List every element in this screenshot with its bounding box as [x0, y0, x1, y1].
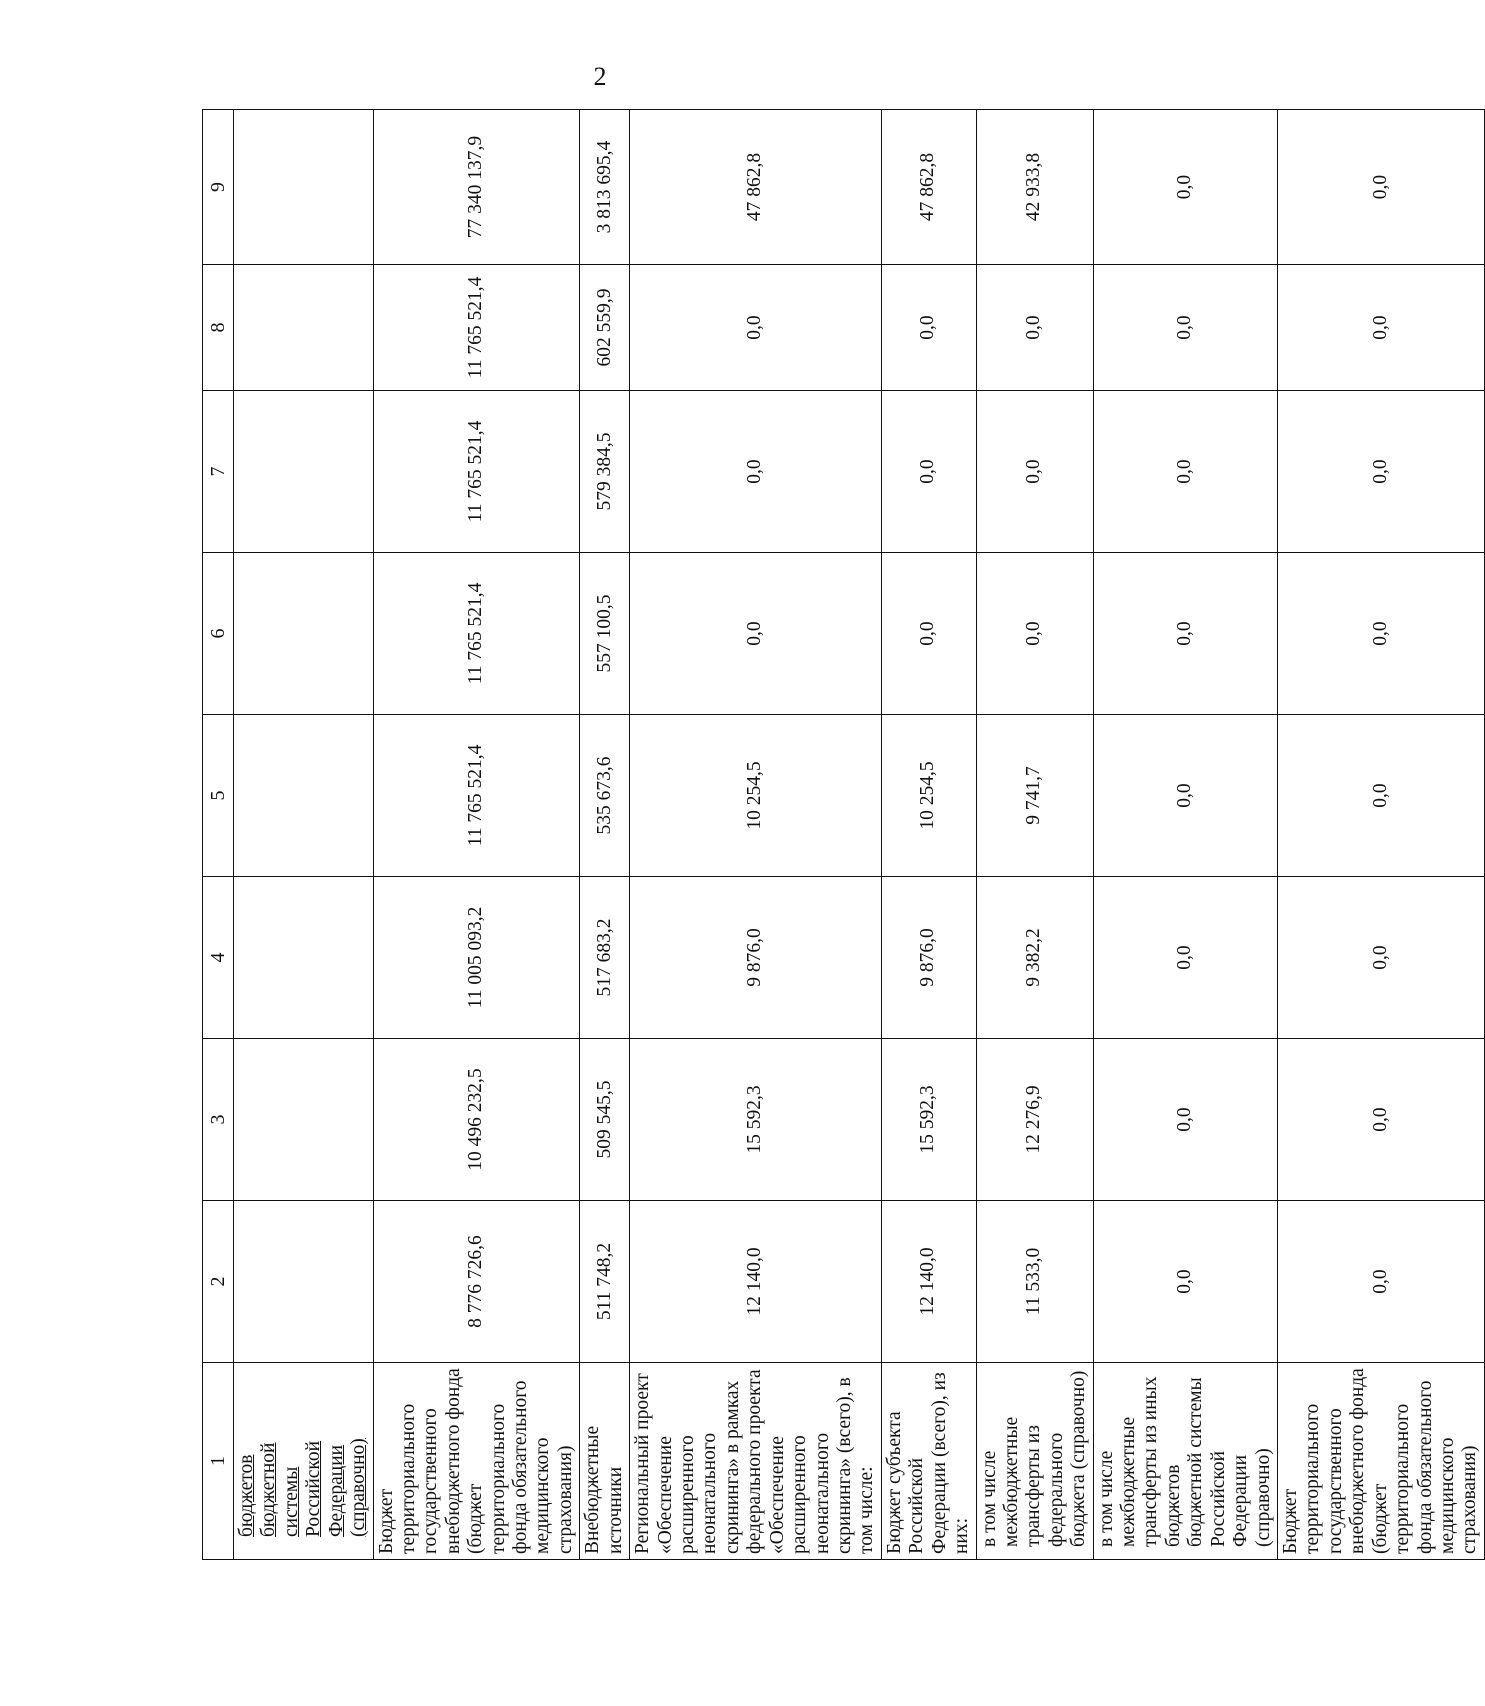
table-cell: 10 254,5	[630, 715, 882, 877]
column-header: 5	[203, 715, 234, 877]
table-cell: 0,0	[1093, 110, 1277, 265]
column-header: 7	[203, 391, 234, 553]
column-header: 9	[203, 110, 234, 265]
table-cell: 11 533,0	[976, 1201, 1093, 1363]
table-row	[976, 110, 1093, 1560]
table-cell: 12 140,0	[881, 1201, 976, 1363]
table-cell: 3 813 695,4	[580, 110, 630, 265]
table-cell: 557 100,5	[580, 553, 630, 715]
table-cell	[234, 391, 374, 553]
table-cell: 517 683,2	[580, 877, 630, 1039]
row-label: бюджетов бюджетной системы Российской Федерации (справочно)	[234, 1363, 374, 1560]
table-cell: 9 741,7	[976, 715, 1093, 877]
table-cell: 0,0	[1277, 265, 1484, 391]
table-cell: 511 748,2	[580, 1201, 630, 1363]
table-cell: 0,0	[630, 265, 882, 391]
table-cell	[234, 265, 374, 391]
table-cell: 0,0	[1277, 877, 1484, 1039]
header-row	[203, 110, 234, 1560]
row-label: Внебюджетные источники	[580, 1363, 630, 1560]
table-cell: 0,0	[1093, 715, 1277, 877]
column-header: 1	[203, 1363, 234, 1560]
table-row	[580, 110, 630, 1560]
table-cell: 11 765 521,4	[373, 553, 580, 715]
table-cell: 602 559,9	[580, 265, 630, 391]
table-cell: 535 673,6	[580, 715, 630, 877]
table-cell: 0,0	[1093, 1201, 1277, 1363]
table-row	[1093, 110, 1277, 1560]
column-header: 6	[203, 553, 234, 715]
table-cell: 0,0	[1277, 1039, 1484, 1201]
table-cell: 0,0	[1277, 715, 1484, 877]
table-cell: 77 340 137,9	[373, 110, 580, 265]
row-label: в том числе межбюджетные трансферты из иных бюджетов бюджетной системы Российской Федерации (справочно)	[1093, 1363, 1277, 1560]
table-cell: 12 140,0	[630, 1201, 882, 1363]
row-label: Бюджет территориального государственного внебюджетного фонда (бюджет территориального фонда обязательного медицинского страхования)	[1277, 1363, 1484, 1560]
column-header: 4	[203, 877, 234, 1039]
table-row	[234, 110, 374, 1560]
table-cell: 0,0	[1093, 553, 1277, 715]
table-cell: 11 765 521,4	[373, 391, 580, 553]
row-label: Региональный проект «Обеспечение расширенного неонатального скрининга» в рамках федерального проекта «Обеспечение расширенного неонатального скрининга» (всего), в том числе:	[630, 1363, 882, 1560]
table-cell: 0,0	[1093, 391, 1277, 553]
row-label: Бюджет субъекта Российской Федерации (всего), из них:	[881, 1363, 976, 1560]
table-cell	[234, 715, 374, 877]
table-cell: 0,0	[1093, 877, 1277, 1039]
column-header: 2	[203, 1201, 234, 1363]
column-header: 3	[203, 1039, 234, 1201]
table-cell: 0,0	[881, 391, 976, 553]
table-cell: 12 276,9	[976, 1039, 1093, 1201]
table-cell: 0,0	[881, 553, 976, 715]
table-cell: 11 765 521,4	[373, 265, 580, 391]
budget-table	[202, 109, 1485, 1560]
table-cell: 0,0	[881, 265, 976, 391]
table-cell: 0,0	[1093, 265, 1277, 391]
table-cell	[234, 877, 374, 1039]
table-cell: 0,0	[1277, 391, 1484, 553]
table-cell: 47 862,8	[881, 110, 976, 265]
table-cell: 0,0	[1277, 110, 1484, 265]
table-cell: 9 876,0	[881, 877, 976, 1039]
table-cell: 0,0	[630, 391, 882, 553]
table-cell: 47 862,8	[630, 110, 882, 265]
table-cell: 0,0	[1277, 1201, 1484, 1363]
table-cell: 11 765 521,4	[373, 715, 580, 877]
table-cell: 0,0	[976, 265, 1093, 391]
table-cell: 15 592,3	[630, 1039, 882, 1201]
rotated-table-container	[202, 110, 1481, 1560]
table-cell: 0,0	[1277, 553, 1484, 715]
table-cell: 42 933,8	[976, 110, 1093, 265]
table-cell: 0,0	[976, 553, 1093, 715]
table-cell: 0,0	[976, 391, 1093, 553]
table-cell	[234, 1201, 374, 1363]
table-cell: 509 545,5	[580, 1039, 630, 1201]
table-row	[630, 110, 882, 1560]
row-label: Бюджет территориального государственного внебюджетного фонда (бюджет территориального фонда обязательного медицинского страхования)	[373, 1363, 580, 1560]
table-cell	[234, 553, 374, 715]
table-cell: 11 005 093,2	[373, 877, 580, 1039]
page-number: 2	[593, 62, 607, 91]
table-cell: 9 876,0	[630, 877, 882, 1039]
column-header: 8	[203, 265, 234, 391]
table-cell: 15 592,3	[881, 1039, 976, 1201]
table-cell: 10 254,5	[881, 715, 976, 877]
row-label: в том числе межбюджетные трансферты из федерального бюджета (справочно)	[976, 1363, 1093, 1560]
table-cell: 0,0	[630, 553, 882, 715]
table-cell: 8 776 726,6	[373, 1201, 580, 1363]
table-cell: 9 382,2	[976, 877, 1093, 1039]
table-row	[373, 110, 580, 1560]
table-cell: 579 384,5	[580, 391, 630, 553]
table-cell	[234, 110, 374, 265]
table-cell	[234, 1039, 374, 1201]
table-cell: 0,0	[1093, 1039, 1277, 1201]
table-cell: 10 496 232,5	[373, 1039, 580, 1201]
table-row	[1277, 110, 1484, 1560]
table-row	[881, 110, 976, 1560]
